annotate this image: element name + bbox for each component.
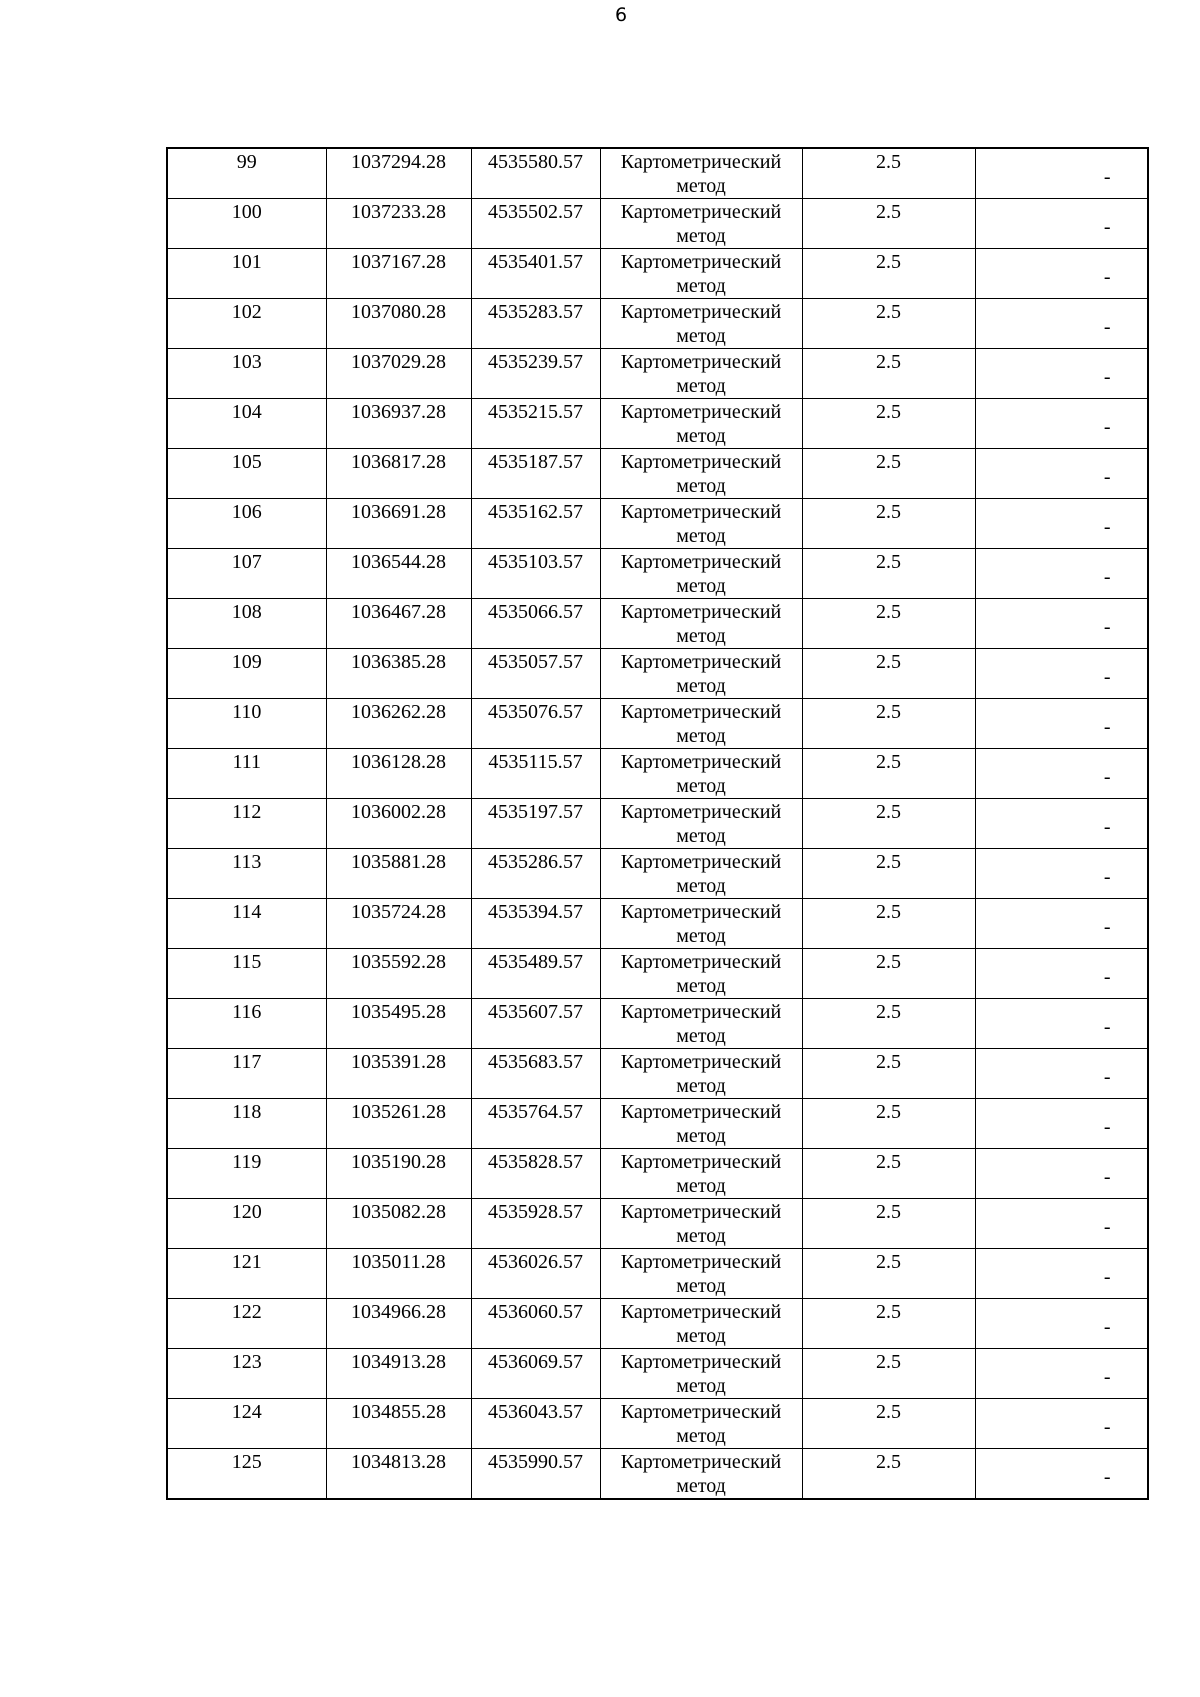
method-cell	[600, 349, 802, 399]
method-cell	[600, 949, 802, 999]
method-line-1: Картометрический	[620, 1001, 782, 1023]
method-cell	[600, 249, 802, 299]
method-line-2: метод	[676, 175, 726, 197]
method-line-1: Картометрический	[620, 701, 782, 723]
table-row	[167, 299, 1148, 349]
x-coordinate-cell: 1035592.28	[326, 949, 471, 999]
method-line-1: Картометрический	[620, 1401, 782, 1423]
method-line-1: Картометрический	[620, 301, 782, 323]
point-number-cell: 99	[167, 148, 326, 199]
method-line-2: метод	[676, 525, 726, 547]
description-cell: -	[975, 349, 1148, 399]
table-row	[167, 1099, 1148, 1149]
description-cell: -	[975, 1149, 1148, 1199]
accuracy-cell: 2.5	[802, 1049, 975, 1099]
table-row	[167, 849, 1148, 899]
point-number-cell: 109	[167, 649, 326, 699]
x-coordinate-cell: 1036128.28	[326, 749, 471, 799]
table-row	[167, 449, 1148, 499]
x-coordinate-cell: 1036937.28	[326, 399, 471, 449]
table-row	[167, 399, 1148, 449]
table-row	[167, 1299, 1148, 1349]
table-row	[167, 749, 1148, 799]
accuracy-cell: 2.5	[802, 699, 975, 749]
method-line-2: метод	[676, 1025, 726, 1047]
method-line-1: Картометрический	[620, 651, 782, 673]
y-coordinate-cell: 4535103.57	[471, 549, 600, 599]
table-row	[167, 199, 1148, 249]
x-coordinate-cell: 1035261.28	[326, 1099, 471, 1149]
method-line-1: Картометрический	[620, 1301, 782, 1323]
method-line-1: Картометрический	[620, 1151, 782, 1173]
method-line-2: метод	[676, 425, 726, 447]
accuracy-cell: 2.5	[802, 549, 975, 599]
method-line-1: Картометрический	[620, 451, 782, 473]
description-cell: -	[975, 249, 1148, 299]
table-row	[167, 799, 1148, 849]
x-coordinate-cell: 1036817.28	[326, 449, 471, 499]
method-line-2: метод	[676, 225, 726, 247]
description-cell: -	[975, 999, 1148, 1049]
x-coordinate-cell: 1037233.28	[326, 199, 471, 249]
method-cell	[600, 1149, 802, 1199]
table-row	[167, 1249, 1148, 1299]
method-line-2: метод	[676, 625, 726, 647]
point-number-cell: 107	[167, 549, 326, 599]
y-coordinate-cell: 4535066.57	[471, 599, 600, 649]
description-cell: -	[975, 649, 1148, 699]
accuracy-cell: 2.5	[802, 399, 975, 449]
accuracy-cell: 2.5	[802, 249, 975, 299]
description-cell: -	[975, 1099, 1148, 1149]
y-coordinate-cell: 4535401.57	[471, 249, 600, 299]
table-row	[167, 549, 1148, 599]
method-cell	[600, 1199, 802, 1249]
point-number-cell: 115	[167, 949, 326, 999]
method-cell	[600, 599, 802, 649]
accuracy-cell: 2.5	[802, 849, 975, 899]
point-number-cell: 105	[167, 449, 326, 499]
method-line-2: метод	[676, 1275, 726, 1297]
y-coordinate-cell: 4535197.57	[471, 799, 600, 849]
point-number-cell: 110	[167, 699, 326, 749]
table-row	[167, 1199, 1148, 1249]
method-line-2: метод	[676, 775, 726, 797]
method-line-1: Картометрический	[620, 1251, 782, 1273]
accuracy-cell: 2.5	[802, 199, 975, 249]
point-number-cell: 106	[167, 499, 326, 549]
method-line-2: метод	[676, 1475, 726, 1497]
description-cell: -	[975, 148, 1148, 199]
point-number-cell: 108	[167, 599, 326, 649]
accuracy-cell: 2.5	[802, 1099, 975, 1149]
x-coordinate-cell: 1035011.28	[326, 1249, 471, 1299]
page-number: 6	[614, 4, 628, 26]
x-coordinate-cell: 1036467.28	[326, 599, 471, 649]
accuracy-cell: 2.5	[802, 148, 975, 199]
y-coordinate-cell: 4536026.57	[471, 1249, 600, 1299]
accuracy-cell: 2.5	[802, 1299, 975, 1349]
point-number-cell: 119	[167, 1149, 326, 1199]
x-coordinate-cell: 1035391.28	[326, 1049, 471, 1099]
method-line-1: Картометрический	[620, 401, 782, 423]
table-row	[167, 249, 1148, 299]
point-number-cell: 103	[167, 349, 326, 399]
description-cell: -	[975, 399, 1148, 449]
method-line-2: метод	[676, 1075, 726, 1097]
description-cell: -	[975, 1399, 1148, 1449]
method-cell	[600, 1299, 802, 1349]
method-cell	[600, 1249, 802, 1299]
method-line-1: Картометрический	[620, 1101, 782, 1123]
x-coordinate-cell: 1034813.28	[326, 1449, 471, 1500]
point-number-cell: 121	[167, 1249, 326, 1299]
method-line-1: Картометрический	[620, 151, 782, 173]
point-number-cell: 118	[167, 1099, 326, 1149]
y-coordinate-cell: 4535076.57	[471, 699, 600, 749]
method-cell	[600, 649, 802, 699]
x-coordinate-cell: 1035881.28	[326, 849, 471, 899]
description-cell: -	[975, 1449, 1148, 1500]
y-coordinate-cell: 4535683.57	[471, 1049, 600, 1099]
accuracy-cell: 2.5	[802, 1349, 975, 1399]
point-number-cell: 114	[167, 899, 326, 949]
method-line-1: Картометрический	[620, 1051, 782, 1073]
method-line-2: метод	[676, 925, 726, 947]
method-line-2: метод	[676, 825, 726, 847]
accuracy-cell: 2.5	[802, 949, 975, 999]
method-cell	[600, 799, 802, 849]
table-row	[167, 349, 1148, 399]
method-line-1: Картометрический	[620, 501, 782, 523]
x-coordinate-cell: 1034913.28	[326, 1349, 471, 1399]
method-line-2: метод	[676, 875, 726, 897]
table-row	[167, 899, 1148, 949]
point-number-cell: 125	[167, 1449, 326, 1500]
method-line-1: Картометрический	[620, 901, 782, 923]
table-row	[167, 1399, 1148, 1449]
point-number-cell: 117	[167, 1049, 326, 1099]
table-row	[167, 649, 1148, 699]
coordinates-table	[166, 147, 1149, 1500]
x-coordinate-cell: 1035190.28	[326, 1149, 471, 1199]
method-line-1: Картометрический	[620, 551, 782, 573]
point-number-cell: 122	[167, 1299, 326, 1349]
accuracy-cell: 2.5	[802, 1149, 975, 1199]
description-cell: -	[975, 1199, 1148, 1249]
x-coordinate-cell: 1036262.28	[326, 699, 471, 749]
y-coordinate-cell: 4535394.57	[471, 899, 600, 949]
table-row	[167, 999, 1148, 1049]
y-coordinate-cell: 4535489.57	[471, 949, 600, 999]
method-line-1: Картометрический	[620, 1451, 782, 1473]
table-row	[167, 599, 1148, 649]
accuracy-cell: 2.5	[802, 999, 975, 1049]
accuracy-cell: 2.5	[802, 1399, 975, 1449]
description-cell: -	[975, 1299, 1148, 1349]
x-coordinate-cell: 1034855.28	[326, 1399, 471, 1449]
method-line-2: метод	[676, 375, 726, 397]
method-line-2: метод	[676, 325, 726, 347]
y-coordinate-cell: 4535115.57	[471, 749, 600, 799]
y-coordinate-cell: 4535764.57	[471, 1099, 600, 1149]
description-cell: -	[975, 699, 1148, 749]
description-cell: -	[975, 799, 1148, 849]
point-number-cell: 104	[167, 399, 326, 449]
accuracy-cell: 2.5	[802, 1449, 975, 1500]
method-line-2: метод	[676, 1125, 726, 1147]
method-cell	[600, 1049, 802, 1099]
accuracy-cell: 2.5	[802, 449, 975, 499]
point-number-cell: 111	[167, 749, 326, 799]
y-coordinate-cell: 4535283.57	[471, 299, 600, 349]
accuracy-cell: 2.5	[802, 799, 975, 849]
description-cell: -	[975, 1349, 1148, 1399]
x-coordinate-cell: 1034966.28	[326, 1299, 471, 1349]
y-coordinate-cell: 4536069.57	[471, 1349, 600, 1399]
description-cell: -	[975, 899, 1148, 949]
point-number-cell: 123	[167, 1349, 326, 1399]
method-cell	[600, 399, 802, 449]
method-line-1: Картометрический	[620, 801, 782, 823]
description-cell: -	[975, 549, 1148, 599]
description-cell: -	[975, 299, 1148, 349]
description-cell: -	[975, 849, 1148, 899]
description-cell: -	[975, 749, 1148, 799]
y-coordinate-cell: 4535607.57	[471, 999, 600, 1049]
x-coordinate-cell: 1037294.28	[326, 148, 471, 199]
description-cell: -	[975, 449, 1148, 499]
point-number-cell: 102	[167, 299, 326, 349]
x-coordinate-cell: 1036544.28	[326, 549, 471, 599]
point-number-cell: 120	[167, 1199, 326, 1249]
description-cell: -	[975, 199, 1148, 249]
coordinates-table-body	[167, 148, 1148, 1499]
y-coordinate-cell: 4535286.57	[471, 849, 600, 899]
y-coordinate-cell: 4535502.57	[471, 199, 600, 249]
point-number-cell: 116	[167, 999, 326, 1049]
description-cell: -	[975, 599, 1148, 649]
table-row	[167, 1449, 1148, 1500]
method-cell	[600, 1449, 802, 1500]
method-cell	[600, 999, 802, 1049]
accuracy-cell: 2.5	[802, 599, 975, 649]
accuracy-cell: 2.5	[802, 749, 975, 799]
x-coordinate-cell: 1037080.28	[326, 299, 471, 349]
y-coordinate-cell: 4535580.57	[471, 148, 600, 199]
y-coordinate-cell: 4535828.57	[471, 1149, 600, 1199]
table-row	[167, 699, 1148, 749]
description-cell: -	[975, 499, 1148, 549]
x-coordinate-cell: 1036002.28	[326, 799, 471, 849]
description-cell: -	[975, 1249, 1148, 1299]
y-coordinate-cell: 4535187.57	[471, 449, 600, 499]
y-coordinate-cell: 4535162.57	[471, 499, 600, 549]
point-number-cell: 124	[167, 1399, 326, 1449]
method-line-1: Картометрический	[620, 751, 782, 773]
method-cell	[600, 749, 802, 799]
accuracy-cell: 2.5	[802, 649, 975, 699]
x-coordinate-cell: 1037167.28	[326, 249, 471, 299]
x-coordinate-cell: 1036385.28	[326, 649, 471, 699]
method-line-2: метод	[676, 675, 726, 697]
point-number-cell: 112	[167, 799, 326, 849]
method-cell	[600, 1099, 802, 1149]
method-cell	[600, 148, 802, 199]
x-coordinate-cell: 1035082.28	[326, 1199, 471, 1249]
method-line-1: Картометрический	[620, 951, 782, 973]
method-cell	[600, 299, 802, 349]
method-line-2: метод	[676, 1175, 726, 1197]
x-coordinate-cell: 1036691.28	[326, 499, 471, 549]
y-coordinate-cell: 4535928.57	[471, 1199, 600, 1249]
point-number-cell: 113	[167, 849, 326, 899]
x-coordinate-cell: 1035724.28	[326, 899, 471, 949]
accuracy-cell: 2.5	[802, 299, 975, 349]
method-line-2: метод	[676, 575, 726, 597]
method-cell	[600, 849, 802, 899]
method-line-2: метод	[676, 725, 726, 747]
method-cell	[600, 899, 802, 949]
method-line-1: Картометрический	[620, 1201, 782, 1223]
method-line-1: Картометрический	[620, 201, 782, 223]
method-cell	[600, 449, 802, 499]
y-coordinate-cell: 4535215.57	[471, 399, 600, 449]
table-row	[167, 1149, 1148, 1199]
method-line-2: метод	[676, 1425, 726, 1447]
y-coordinate-cell: 4535239.57	[471, 349, 600, 399]
accuracy-cell: 2.5	[802, 349, 975, 399]
accuracy-cell: 2.5	[802, 1199, 975, 1249]
accuracy-cell: 2.5	[802, 899, 975, 949]
x-coordinate-cell: 1035495.28	[326, 999, 471, 1049]
method-cell	[600, 1349, 802, 1399]
table-row	[167, 1049, 1148, 1099]
accuracy-cell: 2.5	[802, 499, 975, 549]
method-line-1: Картометрический	[620, 601, 782, 623]
method-line-1: Картометрический	[620, 351, 782, 373]
method-cell	[600, 549, 802, 599]
method-line-2: метод	[676, 1375, 726, 1397]
method-line-1: Картометрический	[620, 851, 782, 873]
method-cell	[600, 699, 802, 749]
table-row	[167, 1349, 1148, 1399]
method-line-2: метод	[676, 975, 726, 997]
accuracy-cell: 2.5	[802, 1249, 975, 1299]
method-cell	[600, 199, 802, 249]
description-cell: -	[975, 949, 1148, 999]
method-line-2: метод	[676, 275, 726, 297]
table-row	[167, 148, 1148, 199]
method-line-2: метод	[676, 475, 726, 497]
y-coordinate-cell: 4535057.57	[471, 649, 600, 699]
description-cell: -	[975, 1049, 1148, 1099]
method-line-1: Картометрический	[620, 251, 782, 273]
table-row	[167, 949, 1148, 999]
table-row	[167, 499, 1148, 549]
y-coordinate-cell: 4536060.57	[471, 1299, 600, 1349]
point-number-cell: 100	[167, 199, 326, 249]
method-cell	[600, 1399, 802, 1449]
method-line-1: Картометрический	[620, 1351, 782, 1373]
method-line-2: метод	[676, 1225, 726, 1247]
method-cell	[600, 499, 802, 549]
point-number-cell: 101	[167, 249, 326, 299]
y-coordinate-cell: 4536043.57	[471, 1399, 600, 1449]
method-line-2: метод	[676, 1325, 726, 1347]
x-coordinate-cell: 1037029.28	[326, 349, 471, 399]
y-coordinate-cell: 4535990.57	[471, 1449, 600, 1500]
